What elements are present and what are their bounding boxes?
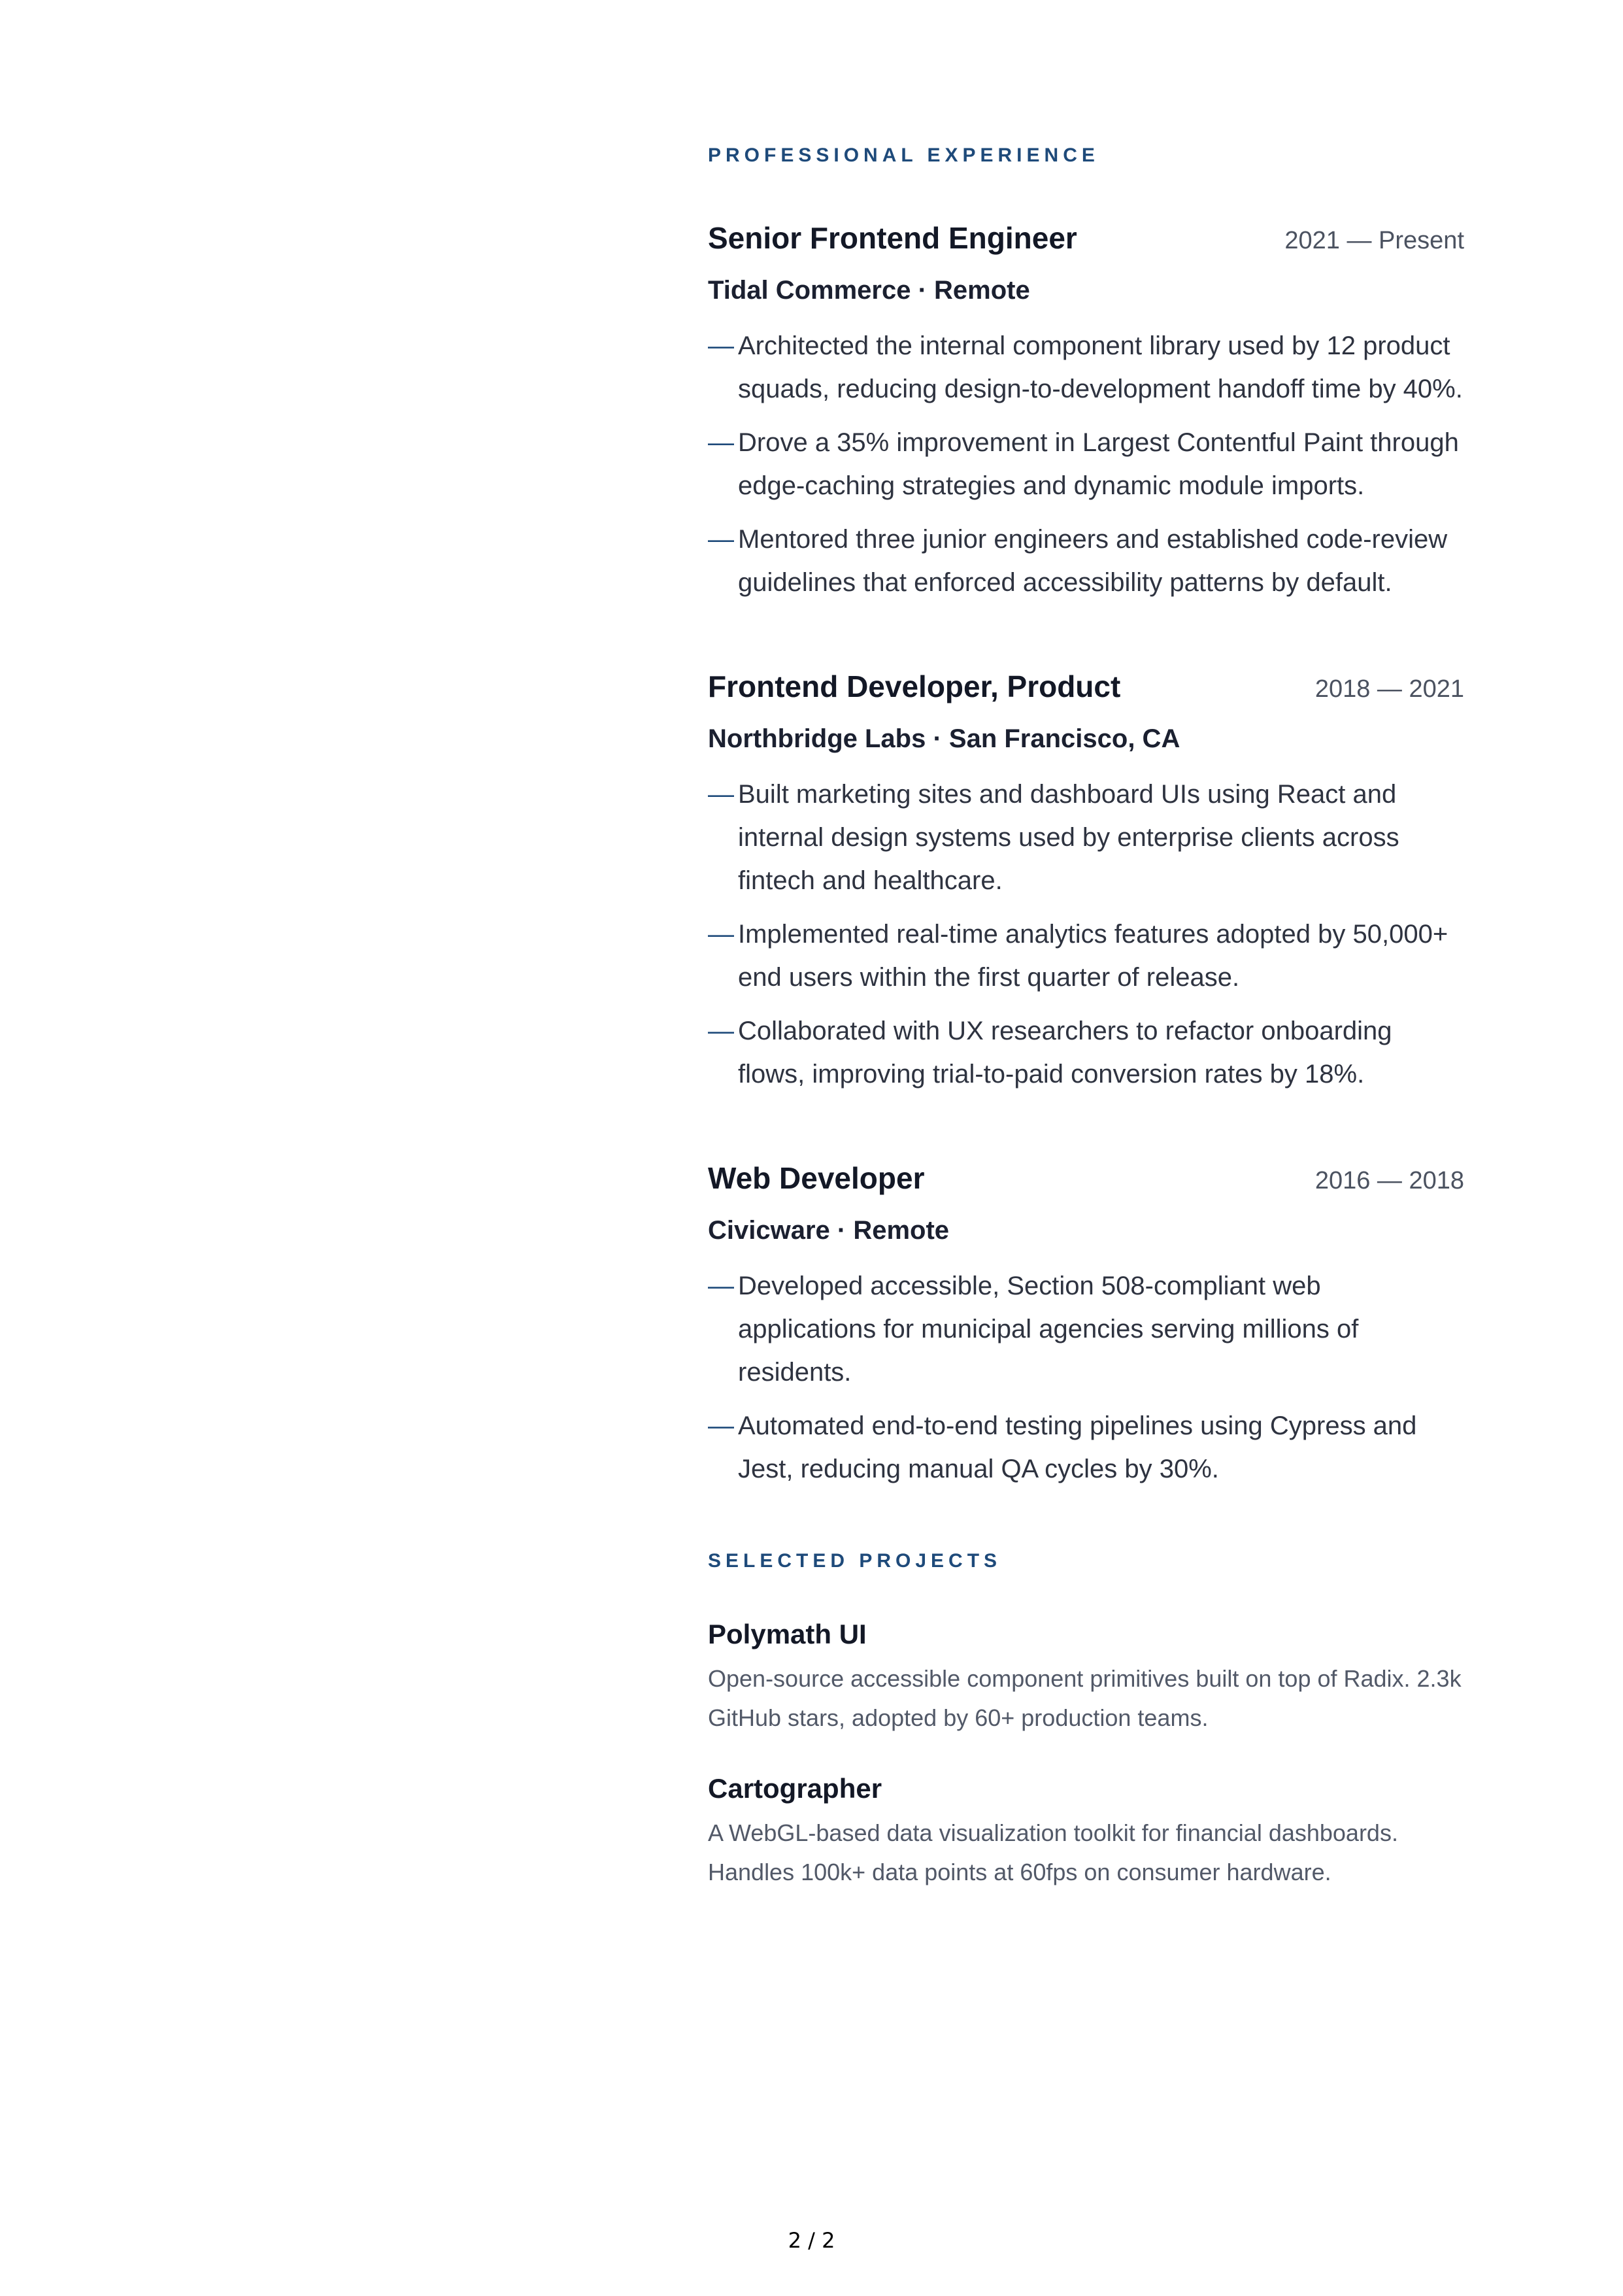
project-name: Polymath UI <box>708 1619 867 1649</box>
job-header <box>708 667 1464 709</box>
job-title: Senior Frontend Engineer <box>708 221 1077 255</box>
job-company: Northbridge Labs · San Francisco, CA <box>708 724 1180 753</box>
job-bullets <box>708 1264 1464 1491</box>
job-bullet <box>708 1264 1464 1394</box>
bullet-text: Implemented real-time analytics features adopted by 50,000+ end users within the first quarter of release. <box>738 920 1448 992</box>
job-entry <box>708 218 1464 604</box>
job-bullets <box>708 773 1464 1096</box>
bullet-text: Drove a 35% improvement in Largest Contentful Paint through edge-caching strategies and dynamic module imports. <box>738 428 1459 500</box>
job-bullet <box>708 1009 1464 1096</box>
bullet-text: Automated end-to-end testing pipelines using Cypress and Jest, reducing manual QA cycles by 30%. <box>738 1411 1417 1483</box>
bullet-text: Built marketing sites and dashboard UIs using React and internal design systems used by enterprise clients across fintech and healthcare. <box>738 780 1399 895</box>
job-title: Web Developer <box>708 1161 925 1195</box>
resume-main-column <box>708 143 1464 1892</box>
project-entry <box>708 1616 1464 1738</box>
job-bullet <box>708 1404 1464 1491</box>
bullet-dash: — <box>708 525 734 554</box>
bullet-dash: — <box>708 428 734 457</box>
bullet-dash: — <box>708 331 734 360</box>
bullet-dash: — <box>708 780 734 809</box>
page-number: 2 / 2 <box>788 2228 835 2253</box>
bullet-text: Mentored three junior engineers and established code-review guidelines that enforced accessibility patterns by default. <box>738 525 1448 597</box>
bullet-dash: — <box>708 920 734 949</box>
job-entry <box>708 1158 1464 1491</box>
job-bullet <box>708 913 1464 999</box>
bullet-dash: — <box>708 1017 734 1045</box>
job-dates: 2018 — 2021 <box>1314 675 1464 703</box>
project-name: Cartographer <box>708 1773 882 1804</box>
job-header <box>708 218 1464 260</box>
job-company: Civicware · Remote <box>708 1216 950 1245</box>
bullet-text: Collaborated with UX researchers to refactor onboarding flows, improving trial-to-paid conversion rates by 18%. <box>738 1017 1392 1089</box>
job-dates: 2021 — Present <box>1284 227 1464 254</box>
job-header <box>708 1158 1464 1200</box>
job-bullet <box>708 773 1464 902</box>
job-bullet <box>708 421 1464 507</box>
job-bullet <box>708 324 1464 411</box>
projects-heading: SELECTED PROJECTS <box>708 1550 1002 1572</box>
project-entry <box>708 1770 1464 1892</box>
bullet-dash: — <box>708 1272 734 1300</box>
job-dates: 2016 — 2018 <box>1314 1167 1464 1194</box>
job-entry <box>708 667 1464 1096</box>
bullet-text: Architected the internal component library used by 12 product squads, reducing design-to-development handoff time by 40%. <box>738 331 1463 403</box>
job-bullets <box>708 324 1464 604</box>
bullet-text: Developed accessible, Section 508-compliant web applications for municipal agencies serving millions of residents. <box>738 1272 1359 1387</box>
bullet-dash: — <box>708 1411 734 1440</box>
job-title: Frontend Developer, Product <box>708 669 1121 703</box>
job-company: Tidal Commerce · Remote <box>708 276 1030 305</box>
project-description: A WebGL-based data visualization toolkit for financial dashboards. Handles 100k+ data points at 60fps on consumer hardware. <box>708 1819 1398 1885</box>
experience-heading: PROFESSIONAL EXPERIENCE <box>708 144 1099 166</box>
job-bullet <box>708 518 1464 604</box>
project-description: Open-source accessible component primitives built on top of Radix. 2.3k GitHub stars, adopted by 60+ production teams. <box>708 1665 1462 1731</box>
